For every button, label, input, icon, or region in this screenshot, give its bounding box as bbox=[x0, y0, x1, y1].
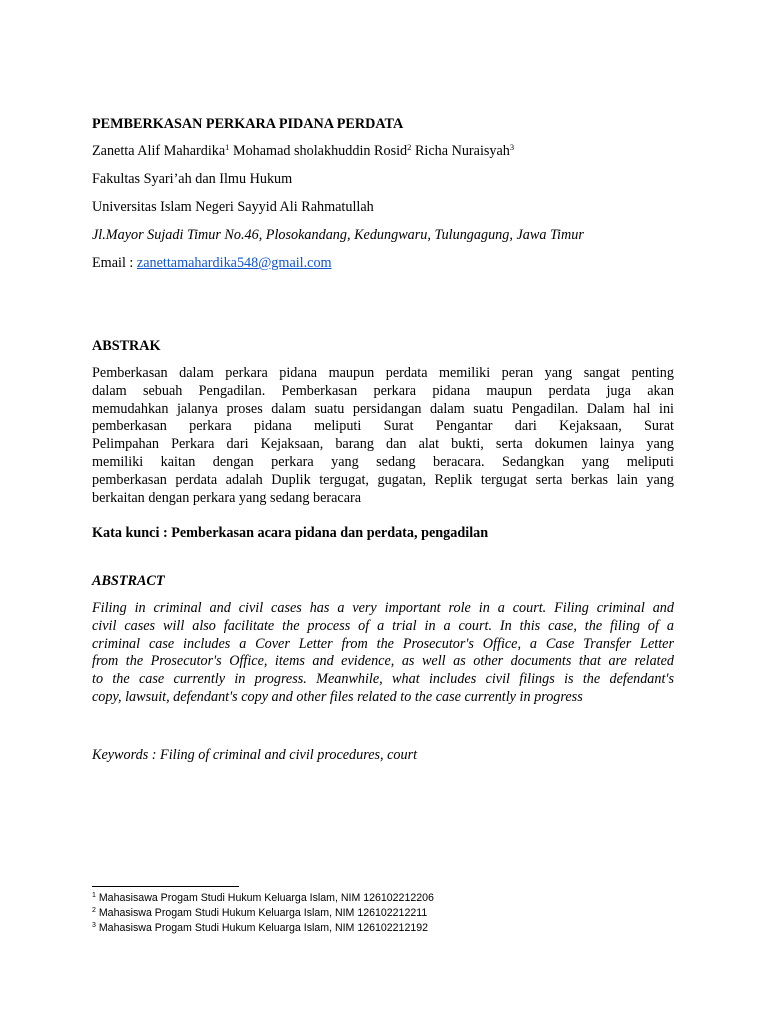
abstract-line: from the Prosecutor's Office, items and evidence, as well as other documents that are related bbox=[92, 653, 674, 670]
abstract-line: Filing in criminal and civil cases has a very important role in a court. Filing criminal and bbox=[92, 600, 674, 616]
abstrak-line: Pelimpahan Perkara dari Kejaksaan, barang dan alat bukti, serta dokumen lainya yang bbox=[92, 436, 674, 453]
footnote-text-2: Mahasiswa Progam Studi Hukum Keluarga Islam, NIM 126102212211 bbox=[95, 907, 428, 919]
footnote-mark-2: 2 bbox=[92, 907, 96, 914]
university-line: Universitas Islam Negeri Sayyid Ali Rahmatullah bbox=[92, 199, 374, 215]
footnote-mark-1: 1 bbox=[92, 892, 96, 899]
faculty-line: Fakultas Syari’ah dan Ilmu Hukum bbox=[92, 171, 293, 187]
footnote-mark-3: 3 bbox=[92, 922, 96, 929]
footnote-3 bbox=[92, 921, 428, 935]
footnote-1 bbox=[92, 891, 434, 905]
abstract-line: civil cases will also facilitate the process of a trial in a court. In this case, the filing of a bbox=[92, 617, 674, 634]
author-list bbox=[92, 143, 514, 160]
author-name-2: Mohamad sholakhuddin Rosid bbox=[232, 143, 408, 159]
abstract-line: to the case currently in progress. Meanwhile, what includes civil filings is the defendant's bbox=[92, 671, 674, 688]
author-name-1: Zanetta Alif Mahardika bbox=[92, 143, 226, 159]
abstrak-paragraph bbox=[92, 365, 674, 507]
abstrak-line: berkaitan dengan perkara yang sedang beracara bbox=[92, 489, 362, 506]
paper-title: PEMBERKASAN PERKARA PIDANA PERDATA bbox=[92, 116, 404, 132]
abstract-heading: ABSTRACT bbox=[92, 573, 165, 589]
abstrak-line: pemberkasan perkara pidana meliputi Surat Pengantar dari Kejaksaan, Surat bbox=[92, 418, 674, 435]
kata-kunci: Kata kunci : Pemberkasan acara pidana dan perdata, pengadilan bbox=[92, 525, 489, 541]
abstrak-line: memudahkan jalanya proses dalam suatu persidangan dalam suatu Pengadilan. Dalam hal ini bbox=[92, 400, 674, 417]
abstract-line: copy, lawsuit, defendant's copy and other files related to the case currently in progress bbox=[92, 688, 583, 705]
abstract-line: criminal case includes a Cover Letter from the Prosecutor's Office, a Case Transfer Letter bbox=[92, 635, 674, 652]
email-line bbox=[92, 255, 332, 272]
abstrak-line: Pemberkasan dalam perkara pidana maupun perdata memiliki peran yang sangat penting bbox=[92, 365, 674, 381]
abstrak-heading: ABSTRAK bbox=[92, 338, 161, 354]
author-name-3: Richa Nuraisyah bbox=[414, 143, 510, 159]
abstrak-line: memiliki kaitan dengan perkara yang sedang beracara. Sedangkan yang meliputi bbox=[92, 453, 674, 470]
footnote-separator bbox=[92, 886, 239, 887]
author-mark-1: 1 bbox=[225, 142, 230, 152]
abstract-paragraph bbox=[92, 600, 674, 707]
author-mark-2: 2 bbox=[407, 142, 412, 152]
footnote-text-3: Mahasiswa Progam Studi Hukum Keluarga Islam, NIM 126102212192 bbox=[95, 922, 429, 934]
author-mark-3: 3 bbox=[509, 142, 515, 152]
footnote-2 bbox=[92, 906, 427, 920]
address-line: Jl.Mayor Sujadi Timur No.46, Plosokandang, Kedungwaru, Tulungagung, Jawa Timur bbox=[92, 227, 584, 243]
abstrak-line: dalam sebuah Pengadilan. Pemberkasan perkara pidana maupun perdata juga akan bbox=[92, 382, 674, 399]
footnote-text-1: Mahasisawa Progam Studi Hukum Keluarga Islam, NIM 126102212206 bbox=[95, 892, 434, 904]
email-label: Email : bbox=[92, 255, 137, 271]
abstrak-line: pemberkasan perdata adalah Duplik tergugat, gugatan, Replik tergugat serta berkas lain yang bbox=[92, 471, 674, 488]
email-link[interactable]: zanettamahardika548@gmail.com bbox=[136, 255, 332, 271]
english-keywords: Keywords : Filing of criminal and civil procedures, court bbox=[92, 747, 418, 763]
